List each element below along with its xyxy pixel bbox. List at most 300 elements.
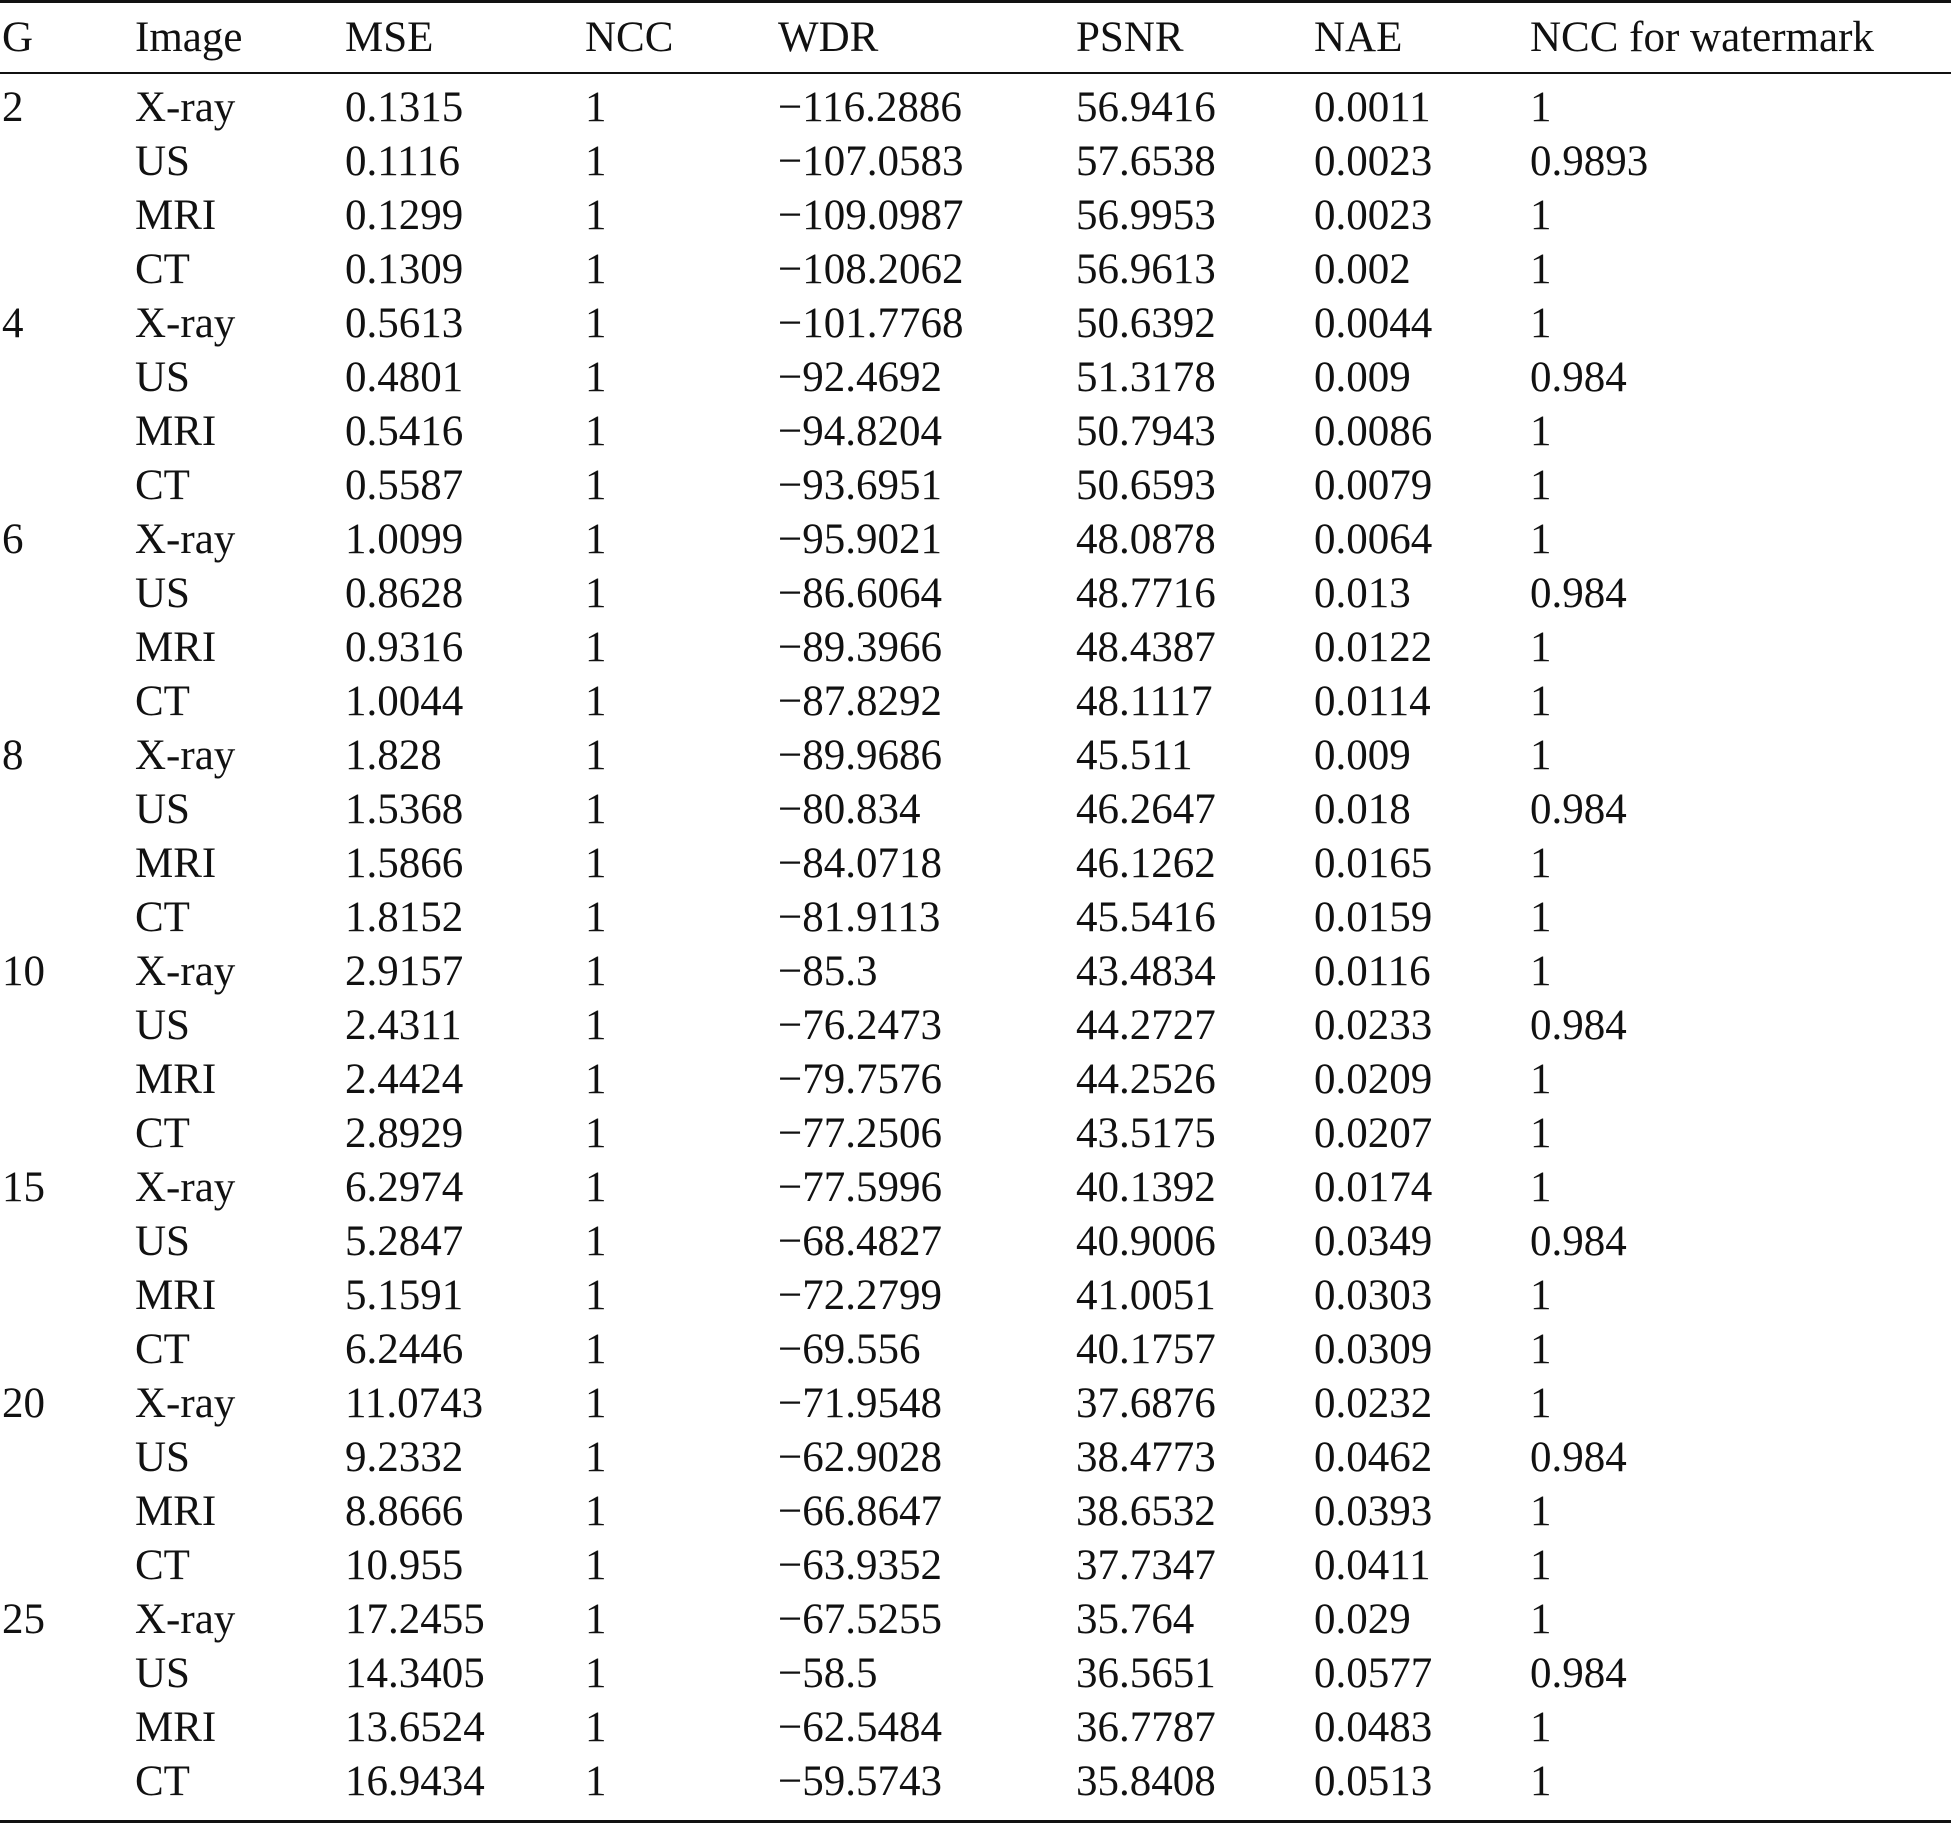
cell-ncc: 1 bbox=[585, 192, 607, 239]
cell-ncc-watermark: 1 bbox=[1530, 84, 1552, 131]
cell-ncc-watermark: 1 bbox=[1530, 1272, 1552, 1319]
cell-mse: 0.9316 bbox=[345, 624, 464, 671]
table-row bbox=[0, 1053, 1951, 1107]
cell-image: MRI bbox=[135, 1272, 217, 1319]
cell-image: US bbox=[135, 786, 190, 833]
cell-psnr: 38.6532 bbox=[1076, 1488, 1216, 1535]
cell-image: MRI bbox=[135, 192, 217, 239]
cell-wdr: −94.8204 bbox=[778, 408, 943, 455]
cell-psnr: 51.3178 bbox=[1076, 354, 1216, 401]
table-row bbox=[0, 1485, 1951, 1539]
cell-g bbox=[0, 1323, 135, 1377]
table-row bbox=[0, 513, 1951, 567]
cell-wdr: −93.6951 bbox=[778, 462, 943, 509]
table-row bbox=[0, 783, 1951, 837]
cell-ncc: 1 bbox=[585, 678, 607, 725]
cell-wdr: −89.9686 bbox=[778, 732, 943, 779]
cell-image: X-ray bbox=[135, 1596, 236, 1643]
cell-g bbox=[0, 405, 135, 459]
cell-mse: 0.5587 bbox=[345, 462, 464, 509]
cell-g bbox=[0, 1539, 135, 1593]
cell-image: CT bbox=[135, 1758, 190, 1805]
cell-g bbox=[0, 1701, 135, 1755]
cell-g bbox=[0, 891, 135, 945]
cell-wdr: −67.5255 bbox=[778, 1596, 943, 1643]
cell-wdr: −92.4692 bbox=[778, 354, 943, 401]
cell-mse: 1.0099 bbox=[345, 516, 464, 563]
cell-mse: 0.1116 bbox=[345, 138, 461, 185]
cell-mse: 9.2332 bbox=[345, 1434, 464, 1481]
cell-psnr: 50.6392 bbox=[1076, 300, 1216, 347]
cell-mse: 6.2446 bbox=[345, 1326, 464, 1373]
cell-g bbox=[0, 621, 135, 675]
cell-g: 6 bbox=[2, 516, 24, 563]
table-row bbox=[0, 675, 1951, 729]
cell-g bbox=[0, 135, 135, 189]
cell-nae: 0.0174 bbox=[1314, 1164, 1433, 1211]
cell-ncc-watermark: 1 bbox=[1530, 300, 1552, 347]
cell-wdr: −76.2473 bbox=[778, 1002, 943, 1049]
cell-g bbox=[0, 837, 135, 891]
cell-ncc-watermark: 1 bbox=[1530, 1326, 1552, 1373]
cell-psnr: 37.7347 bbox=[1076, 1542, 1216, 1589]
cell-g bbox=[0, 1053, 135, 1107]
cell-g bbox=[0, 351, 135, 405]
cell-mse: 6.2974 bbox=[345, 1164, 464, 1211]
table-row bbox=[0, 945, 1951, 999]
cell-nae: 0.0349 bbox=[1314, 1218, 1433, 1265]
cell-ncc-watermark: 1 bbox=[1530, 1164, 1552, 1211]
cell-nae: 0.0462 bbox=[1314, 1434, 1433, 1481]
cell-g: 8 bbox=[2, 732, 24, 779]
cell-g bbox=[0, 1269, 135, 1323]
cell-g bbox=[0, 1755, 135, 1809]
header-wdr: WDR bbox=[778, 14, 879, 61]
table-row bbox=[0, 1323, 1951, 1377]
cell-ncc-watermark: 1 bbox=[1530, 1110, 1552, 1157]
cell-ncc-watermark: 0.984 bbox=[1530, 1218, 1627, 1265]
cell-ncc: 1 bbox=[585, 1488, 607, 1535]
cell-nae: 0.0483 bbox=[1314, 1704, 1433, 1751]
cell-ncc: 1 bbox=[585, 1110, 607, 1157]
cell-psnr: 38.4773 bbox=[1076, 1434, 1216, 1481]
cell-wdr: −87.8292 bbox=[778, 678, 943, 725]
cell-image: X-ray bbox=[135, 1380, 236, 1427]
cell-wdr: −62.9028 bbox=[778, 1434, 943, 1481]
cell-mse: 0.8628 bbox=[345, 570, 464, 617]
cell-nae: 0.0303 bbox=[1314, 1272, 1433, 1319]
cell-nae: 0.002 bbox=[1314, 246, 1411, 293]
header-ncc-watermark: NCC for watermark bbox=[1530, 14, 1874, 61]
cell-image: MRI bbox=[135, 624, 217, 671]
table-row bbox=[0, 837, 1951, 891]
cell-ncc: 1 bbox=[585, 1218, 607, 1265]
cell-image: X-ray bbox=[135, 84, 236, 131]
cell-psnr: 35.8408 bbox=[1076, 1758, 1216, 1805]
cell-psnr: 46.2647 bbox=[1076, 786, 1216, 833]
cell-nae: 0.0209 bbox=[1314, 1056, 1433, 1103]
cell-ncc-watermark: 0.984 bbox=[1530, 570, 1627, 617]
cell-nae: 0.0114 bbox=[1314, 678, 1431, 725]
table-row bbox=[0, 1593, 1951, 1647]
cell-psnr: 41.0051 bbox=[1076, 1272, 1216, 1319]
cell-ncc: 1 bbox=[585, 732, 607, 779]
cell-psnr: 48.0878 bbox=[1076, 516, 1216, 563]
cell-mse: 0.1309 bbox=[345, 246, 464, 293]
cell-image: X-ray bbox=[135, 516, 236, 563]
cell-wdr: −89.3966 bbox=[778, 624, 943, 671]
cell-ncc: 1 bbox=[585, 354, 607, 401]
cell-psnr: 35.764 bbox=[1076, 1596, 1195, 1643]
table-row bbox=[0, 1215, 1951, 1269]
cell-wdr: −85.3 bbox=[778, 948, 878, 995]
cell-mse: 1.828 bbox=[345, 732, 442, 779]
cell-image: MRI bbox=[135, 408, 217, 455]
cell-ncc-watermark: 1 bbox=[1530, 246, 1552, 293]
cell-ncc-watermark: 0.984 bbox=[1530, 354, 1627, 401]
cell-psnr: 40.9006 bbox=[1076, 1218, 1216, 1265]
cell-ncc-watermark: 1 bbox=[1530, 948, 1552, 995]
cell-ncc: 1 bbox=[585, 1650, 607, 1697]
cell-ncc: 1 bbox=[585, 1002, 607, 1049]
cell-wdr: −72.2799 bbox=[778, 1272, 943, 1319]
cell-g bbox=[0, 1107, 135, 1161]
cell-mse: 2.9157 bbox=[345, 948, 464, 995]
table-row bbox=[0, 351, 1951, 405]
cell-nae: 0.0232 bbox=[1314, 1380, 1433, 1427]
header-psnr: PSNR bbox=[1076, 14, 1184, 61]
cell-mse: 5.1591 bbox=[345, 1272, 464, 1319]
cell-wdr: −108.2062 bbox=[778, 246, 964, 293]
cell-nae: 0.0309 bbox=[1314, 1326, 1433, 1373]
cell-wdr: −84.0718 bbox=[778, 840, 943, 887]
cell-g bbox=[0, 783, 135, 837]
cell-mse: 0.1299 bbox=[345, 192, 464, 239]
cell-nae: 0.0207 bbox=[1314, 1110, 1433, 1157]
cell-ncc-watermark: 1 bbox=[1530, 1542, 1552, 1589]
cell-image: CT bbox=[135, 246, 190, 293]
cell-wdr: −77.2506 bbox=[778, 1110, 943, 1157]
cell-ncc: 1 bbox=[585, 1542, 607, 1589]
cell-image: US bbox=[135, 1218, 190, 1265]
cell-image: CT bbox=[135, 894, 190, 941]
table-row bbox=[0, 891, 1951, 945]
cell-ncc: 1 bbox=[585, 1758, 607, 1805]
cell-g: 20 bbox=[2, 1380, 45, 1427]
cell-psnr: 40.1392 bbox=[1076, 1164, 1216, 1211]
cell-ncc-watermark: 1 bbox=[1530, 408, 1552, 455]
cell-mse: 1.5866 bbox=[345, 840, 464, 887]
table-row bbox=[0, 1701, 1951, 1755]
cell-ncc: 1 bbox=[585, 570, 607, 617]
cell-wdr: −63.9352 bbox=[778, 1542, 943, 1589]
cell-ncc: 1 bbox=[585, 462, 607, 509]
cell-ncc-watermark: 0.984 bbox=[1530, 1002, 1627, 1049]
cell-mse: 0.4801 bbox=[345, 354, 464, 401]
cell-image: CT bbox=[135, 1110, 190, 1157]
cell-g: 10 bbox=[2, 948, 45, 995]
cell-wdr: −95.9021 bbox=[778, 516, 943, 563]
results-table bbox=[0, 3, 1951, 1809]
table-row bbox=[0, 567, 1951, 621]
cell-ncc-watermark: 1 bbox=[1530, 1758, 1552, 1805]
cell-image: MRI bbox=[135, 1056, 217, 1103]
cell-image: X-ray bbox=[135, 732, 236, 779]
cell-psnr: 40.1757 bbox=[1076, 1326, 1216, 1373]
cell-ncc-watermark: 1 bbox=[1530, 678, 1552, 725]
cell-wdr: −80.834 bbox=[778, 786, 921, 833]
cell-mse: 0.5416 bbox=[345, 408, 464, 455]
table-row bbox=[0, 1377, 1951, 1431]
table-row bbox=[0, 297, 1951, 351]
cell-nae: 0.0393 bbox=[1314, 1488, 1433, 1535]
cell-nae: 0.013 bbox=[1314, 570, 1411, 617]
cell-wdr: −116.2886 bbox=[778, 84, 962, 131]
cell-psnr: 37.6876 bbox=[1076, 1380, 1216, 1427]
cell-image: US bbox=[135, 1650, 190, 1697]
table-row bbox=[0, 1539, 1951, 1593]
cell-g bbox=[0, 1431, 135, 1485]
cell-ncc-watermark: 1 bbox=[1530, 462, 1552, 509]
cell-image: X-ray bbox=[135, 1164, 236, 1211]
cell-ncc-watermark: 1 bbox=[1530, 732, 1552, 779]
cell-ncc: 1 bbox=[585, 624, 607, 671]
cell-image: US bbox=[135, 570, 190, 617]
cell-image: US bbox=[135, 354, 190, 401]
cell-ncc-watermark: 0.9893 bbox=[1530, 138, 1649, 185]
cell-g bbox=[0, 1485, 135, 1539]
cell-image: CT bbox=[135, 462, 190, 509]
cell-ncc: 1 bbox=[585, 1272, 607, 1319]
cell-image: CT bbox=[135, 1326, 190, 1373]
cell-ncc-watermark: 1 bbox=[1530, 624, 1552, 671]
header-mse: MSE bbox=[345, 14, 434, 61]
cell-ncc: 1 bbox=[585, 1704, 607, 1751]
cell-psnr: 43.4834 bbox=[1076, 948, 1216, 995]
cell-mse: 16.9434 bbox=[345, 1758, 485, 1805]
cell-ncc-watermark: 1 bbox=[1530, 516, 1552, 563]
header-image: Image bbox=[135, 14, 243, 61]
table-row bbox=[0, 1269, 1951, 1323]
cell-mse: 2.4424 bbox=[345, 1056, 464, 1103]
cell-mse: 1.0044 bbox=[345, 678, 464, 725]
cell-ncc-watermark: 1 bbox=[1530, 1488, 1552, 1535]
cell-nae: 0.0044 bbox=[1314, 300, 1433, 347]
cell-wdr: −109.0987 bbox=[778, 192, 964, 239]
header-g: G bbox=[2, 14, 34, 61]
cell-ncc: 1 bbox=[585, 408, 607, 455]
cell-mse: 10.955 bbox=[345, 1542, 464, 1589]
cell-ncc: 1 bbox=[585, 1434, 607, 1481]
cell-nae: 0.0086 bbox=[1314, 408, 1433, 455]
cell-nae: 0.0011 bbox=[1314, 84, 1431, 131]
cell-nae: 0.009 bbox=[1314, 354, 1411, 401]
cell-nae: 0.0116 bbox=[1314, 948, 1431, 995]
cell-mse: 17.2455 bbox=[345, 1596, 485, 1643]
cell-g: 25 bbox=[2, 1596, 45, 1643]
cell-ncc: 1 bbox=[585, 894, 607, 941]
cell-wdr: −66.8647 bbox=[778, 1488, 943, 1535]
cell-mse: 0.1315 bbox=[345, 84, 464, 131]
cell-psnr: 45.5416 bbox=[1076, 894, 1216, 941]
cell-wdr: −107.0583 bbox=[778, 138, 964, 185]
cell-psnr: 48.1117 bbox=[1076, 678, 1213, 725]
cell-g: 4 bbox=[2, 300, 24, 347]
table-row bbox=[0, 135, 1951, 189]
cell-image: US bbox=[135, 1434, 190, 1481]
cell-ncc: 1 bbox=[585, 84, 607, 131]
cell-psnr: 56.9416 bbox=[1076, 84, 1216, 131]
header-nae: NAE bbox=[1314, 14, 1403, 61]
cell-image: US bbox=[135, 1002, 190, 1049]
table-row bbox=[0, 189, 1951, 243]
cell-image: US bbox=[135, 138, 190, 185]
cell-ncc: 1 bbox=[585, 786, 607, 833]
cell-g bbox=[0, 675, 135, 729]
cell-nae: 0.0513 bbox=[1314, 1758, 1433, 1805]
cell-psnr: 44.2727 bbox=[1076, 1002, 1216, 1049]
cell-psnr: 50.6593 bbox=[1076, 462, 1216, 509]
cell-psnr: 44.2526 bbox=[1076, 1056, 1216, 1103]
cell-psnr: 43.5175 bbox=[1076, 1110, 1216, 1157]
cell-wdr: −79.7576 bbox=[778, 1056, 943, 1103]
cell-ncc-watermark: 0.984 bbox=[1530, 1650, 1627, 1697]
cell-g bbox=[0, 1647, 135, 1701]
cell-ncc: 1 bbox=[585, 948, 607, 995]
cell-g: 15 bbox=[2, 1164, 45, 1211]
cell-image: MRI bbox=[135, 1704, 217, 1751]
cell-psnr: 36.7787 bbox=[1076, 1704, 1216, 1751]
cell-image: MRI bbox=[135, 1488, 217, 1535]
table-row bbox=[0, 1161, 1951, 1215]
cell-psnr: 48.7716 bbox=[1076, 570, 1216, 617]
cell-ncc: 1 bbox=[585, 1056, 607, 1103]
cell-wdr: −77.5996 bbox=[778, 1164, 943, 1211]
cell-mse: 13.6524 bbox=[345, 1704, 485, 1751]
cell-psnr: 57.6538 bbox=[1076, 138, 1216, 185]
cell-nae: 0.0122 bbox=[1314, 624, 1433, 671]
cell-psnr: 46.1262 bbox=[1076, 840, 1216, 887]
table-row bbox=[0, 1107, 1951, 1161]
cell-g bbox=[0, 1215, 135, 1269]
table-row bbox=[0, 1431, 1951, 1485]
cell-ncc-watermark: 1 bbox=[1530, 1056, 1552, 1103]
cell-image: MRI bbox=[135, 840, 217, 887]
cell-mse: 8.8666 bbox=[345, 1488, 464, 1535]
cell-nae: 0.0577 bbox=[1314, 1650, 1433, 1697]
cell-wdr: −69.556 bbox=[778, 1326, 921, 1373]
cell-nae: 0.0064 bbox=[1314, 516, 1433, 563]
cell-mse: 2.4311 bbox=[345, 1002, 462, 1049]
cell-ncc: 1 bbox=[585, 138, 607, 185]
cell-mse: 2.8929 bbox=[345, 1110, 464, 1157]
cell-wdr: −71.9548 bbox=[778, 1380, 943, 1427]
cell-nae: 0.018 bbox=[1314, 786, 1411, 833]
cell-mse: 1.8152 bbox=[345, 894, 464, 941]
cell-ncc: 1 bbox=[585, 1326, 607, 1373]
cell-image: X-ray bbox=[135, 300, 236, 347]
header-row bbox=[0, 3, 1951, 73]
cell-ncc: 1 bbox=[585, 516, 607, 563]
cell-psnr: 48.4387 bbox=[1076, 624, 1216, 671]
cell-g bbox=[0, 243, 135, 297]
cell-ncc: 1 bbox=[585, 1164, 607, 1211]
table-row bbox=[0, 1755, 1951, 1809]
cell-nae: 0.029 bbox=[1314, 1596, 1411, 1643]
cell-psnr: 50.7943 bbox=[1076, 408, 1216, 455]
cell-psnr: 56.9953 bbox=[1076, 192, 1216, 239]
cell-nae: 0.0079 bbox=[1314, 462, 1433, 509]
cell-psnr: 45.511 bbox=[1076, 732, 1193, 779]
cell-ncc-watermark: 1 bbox=[1530, 894, 1552, 941]
cell-g bbox=[0, 567, 135, 621]
cell-wdr: −58.5 bbox=[778, 1650, 878, 1697]
cell-g bbox=[0, 459, 135, 513]
cell-nae: 0.0159 bbox=[1314, 894, 1433, 941]
cell-psnr: 36.5651 bbox=[1076, 1650, 1216, 1697]
cell-image: X-ray bbox=[135, 948, 236, 995]
cell-mse: 1.5368 bbox=[345, 786, 464, 833]
cell-wdr: −101.7768 bbox=[778, 300, 964, 347]
cell-mse: 0.5613 bbox=[345, 300, 464, 347]
table-header bbox=[0, 3, 1951, 73]
header-ncc: NCC bbox=[585, 14, 674, 61]
cell-ncc: 1 bbox=[585, 1596, 607, 1643]
cell-ncc-watermark: 1 bbox=[1530, 840, 1552, 887]
cell-ncc-watermark: 1 bbox=[1530, 1704, 1552, 1751]
cell-wdr: −81.9113 bbox=[778, 894, 941, 941]
cell-ncc-watermark: 1 bbox=[1530, 192, 1552, 239]
cell-mse: 11.0743 bbox=[345, 1380, 484, 1427]
table-row bbox=[0, 999, 1951, 1053]
cell-nae: 0.009 bbox=[1314, 732, 1411, 779]
table-body bbox=[0, 73, 1951, 1809]
cell-nae: 0.0023 bbox=[1314, 192, 1433, 239]
cell-nae: 0.0411 bbox=[1314, 1542, 1431, 1589]
table-row bbox=[0, 243, 1951, 297]
cell-nae: 0.0023 bbox=[1314, 138, 1433, 185]
cell-image: CT bbox=[135, 678, 190, 725]
cell-image: CT bbox=[135, 1542, 190, 1589]
table-row bbox=[0, 729, 1951, 783]
cell-ncc-watermark: 0.984 bbox=[1530, 1434, 1627, 1481]
cell-ncc: 1 bbox=[585, 300, 607, 347]
table-row bbox=[0, 73, 1951, 135]
table-row bbox=[0, 459, 1951, 513]
cell-wdr: −68.4827 bbox=[778, 1218, 943, 1265]
cell-wdr: −86.6064 bbox=[778, 570, 943, 617]
table-row bbox=[0, 405, 1951, 459]
cell-g bbox=[0, 189, 135, 243]
cell-psnr: 56.9613 bbox=[1076, 246, 1216, 293]
cell-g: 2 bbox=[2, 84, 24, 131]
cell-mse: 5.2847 bbox=[345, 1218, 464, 1265]
bottom-rule bbox=[0, 1820, 1951, 1823]
cell-ncc-watermark: 0.984 bbox=[1530, 786, 1627, 833]
cell-wdr: −62.5484 bbox=[778, 1704, 943, 1751]
cell-nae: 0.0233 bbox=[1314, 1002, 1433, 1049]
cell-g bbox=[0, 999, 135, 1053]
cell-ncc: 1 bbox=[585, 1380, 607, 1427]
table-row bbox=[0, 621, 1951, 675]
cell-ncc: 1 bbox=[585, 246, 607, 293]
cell-ncc-watermark: 1 bbox=[1530, 1380, 1552, 1427]
cell-mse: 14.3405 bbox=[345, 1650, 485, 1697]
table-row bbox=[0, 1647, 1951, 1701]
cell-nae: 0.0165 bbox=[1314, 840, 1433, 887]
cell-ncc: 1 bbox=[585, 840, 607, 887]
cell-ncc-watermark: 1 bbox=[1530, 1596, 1552, 1643]
